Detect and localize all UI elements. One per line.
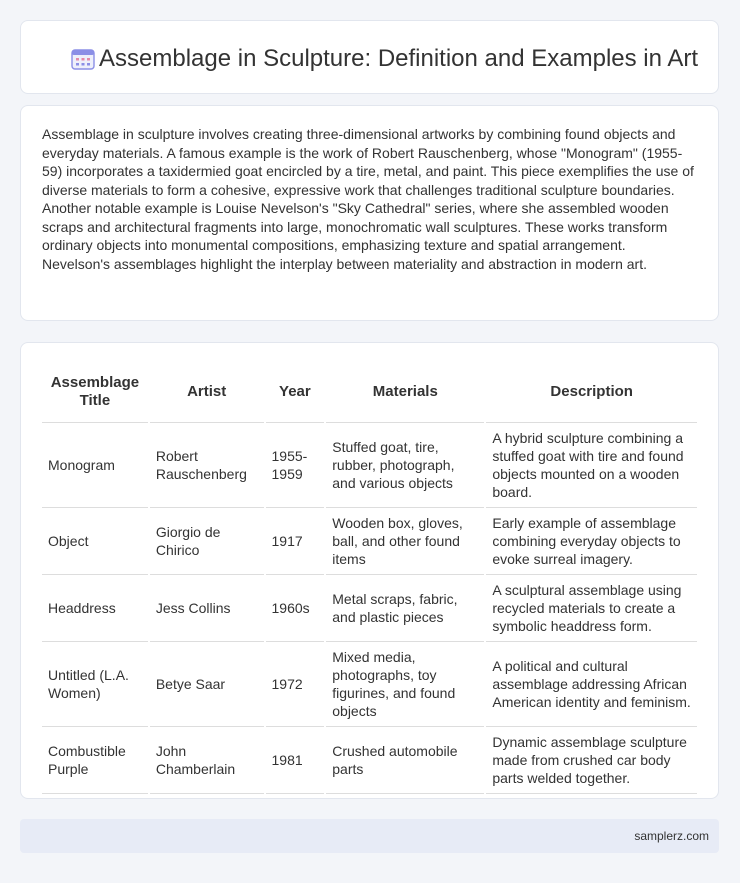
- cell-description: A political and cultural assemblage addressing African American identity and feminism.: [486, 642, 697, 727]
- cell-materials: Stuffed goat, tire, rubber, photograph, and various objects: [326, 423, 484, 508]
- cell-description: Dynamic assemblage sculpture made from crushed car body parts welded together.: [486, 727, 697, 794]
- cell-year: 1972: [266, 642, 325, 727]
- cell-materials: Crushed automobile parts: [326, 727, 484, 794]
- table-row: [42, 508, 697, 575]
- cell-materials: Wooden box, gloves, ball, and other found items: [326, 508, 484, 575]
- table-row: [42, 727, 697, 794]
- header-card: [20, 20, 719, 94]
- page-title: Assemblage in Sculpture: Definition and Examples in Art: [99, 45, 698, 72]
- cell-description: Early example of assemblage combining everyday objects to evoke surreal imagery.: [486, 508, 697, 575]
- table-row: [42, 423, 697, 508]
- cell-artist: Betye Saar: [150, 642, 264, 727]
- cell-title: Untitled (L.A. Women): [42, 642, 148, 727]
- footer-site-link[interactable]: samplerz.com: [634, 829, 709, 843]
- cell-materials: Metal scraps, fabric, and plastic pieces: [326, 575, 484, 642]
- cell-year: 1955-1959: [266, 423, 325, 508]
- cell-year: 1917: [266, 508, 325, 575]
- header-title: Assemblage Title: [42, 361, 148, 423]
- header-description: Description: [486, 361, 697, 423]
- cell-year: 1960s: [266, 575, 325, 642]
- table-row: [42, 642, 697, 727]
- table-header-row: [42, 361, 697, 423]
- cell-description: A sculptural assemblage using recycled materials to create a symbolic headdress form.: [486, 575, 697, 642]
- cell-artist: Robert Rauschenberg: [150, 423, 264, 508]
- cell-title: Monogram: [42, 423, 148, 508]
- intro-card: [20, 105, 719, 321]
- cell-artist: Giorgio de Chirico: [150, 508, 264, 575]
- header-artist: Artist: [150, 361, 264, 423]
- header-year: Year: [266, 361, 325, 423]
- cell-title: Combustible Purple: [42, 727, 148, 794]
- cell-artist: Jess Collins: [150, 575, 264, 642]
- header-materials: Materials: [326, 361, 484, 423]
- table-row: [42, 575, 697, 642]
- cell-artist: John Chamberlain: [150, 727, 264, 794]
- footer-bar: [20, 819, 719, 853]
- cell-materials: Mixed media, photographs, toy figurines, and found objects: [326, 642, 484, 727]
- table-card: [20, 342, 719, 799]
- cell-year: 1981: [266, 727, 325, 794]
- cell-title: Headdress: [42, 575, 148, 642]
- calendar-grid-icon: [70, 47, 96, 71]
- assemblage-table: [40, 361, 699, 794]
- cell-description: A hybrid sculpture combining a stuffed goat with tire and found objects mounted on a wooden board.: [486, 423, 697, 508]
- intro-paragraph: Assemblage in sculpture involves creating three-dimensional artworks by combining found objects and everyday materials. A famous example is the work of Robert Rauschenberg, whose "Monogram" (1955-59) incorporates a taxidermied goat encircled by a tire, metal, and paint. This piece exemplifies the use of diverse materials to form a cohesive, expressive work that challenges traditional sculpture boundaries. Another notable example is Louise Nevelson's "Sky Cathedral" series, where she assembled wooden scraps and architectural fragments into large, monochromatic wall sculptures. These works transform ordinary objects into monumental compositions, emphasizing texture and spatial arrangement. Nevelson's assemblages highlight the interplay between materiality and abstraction in modern art.: [42, 126, 694, 272]
- cell-title: Object: [42, 508, 148, 575]
